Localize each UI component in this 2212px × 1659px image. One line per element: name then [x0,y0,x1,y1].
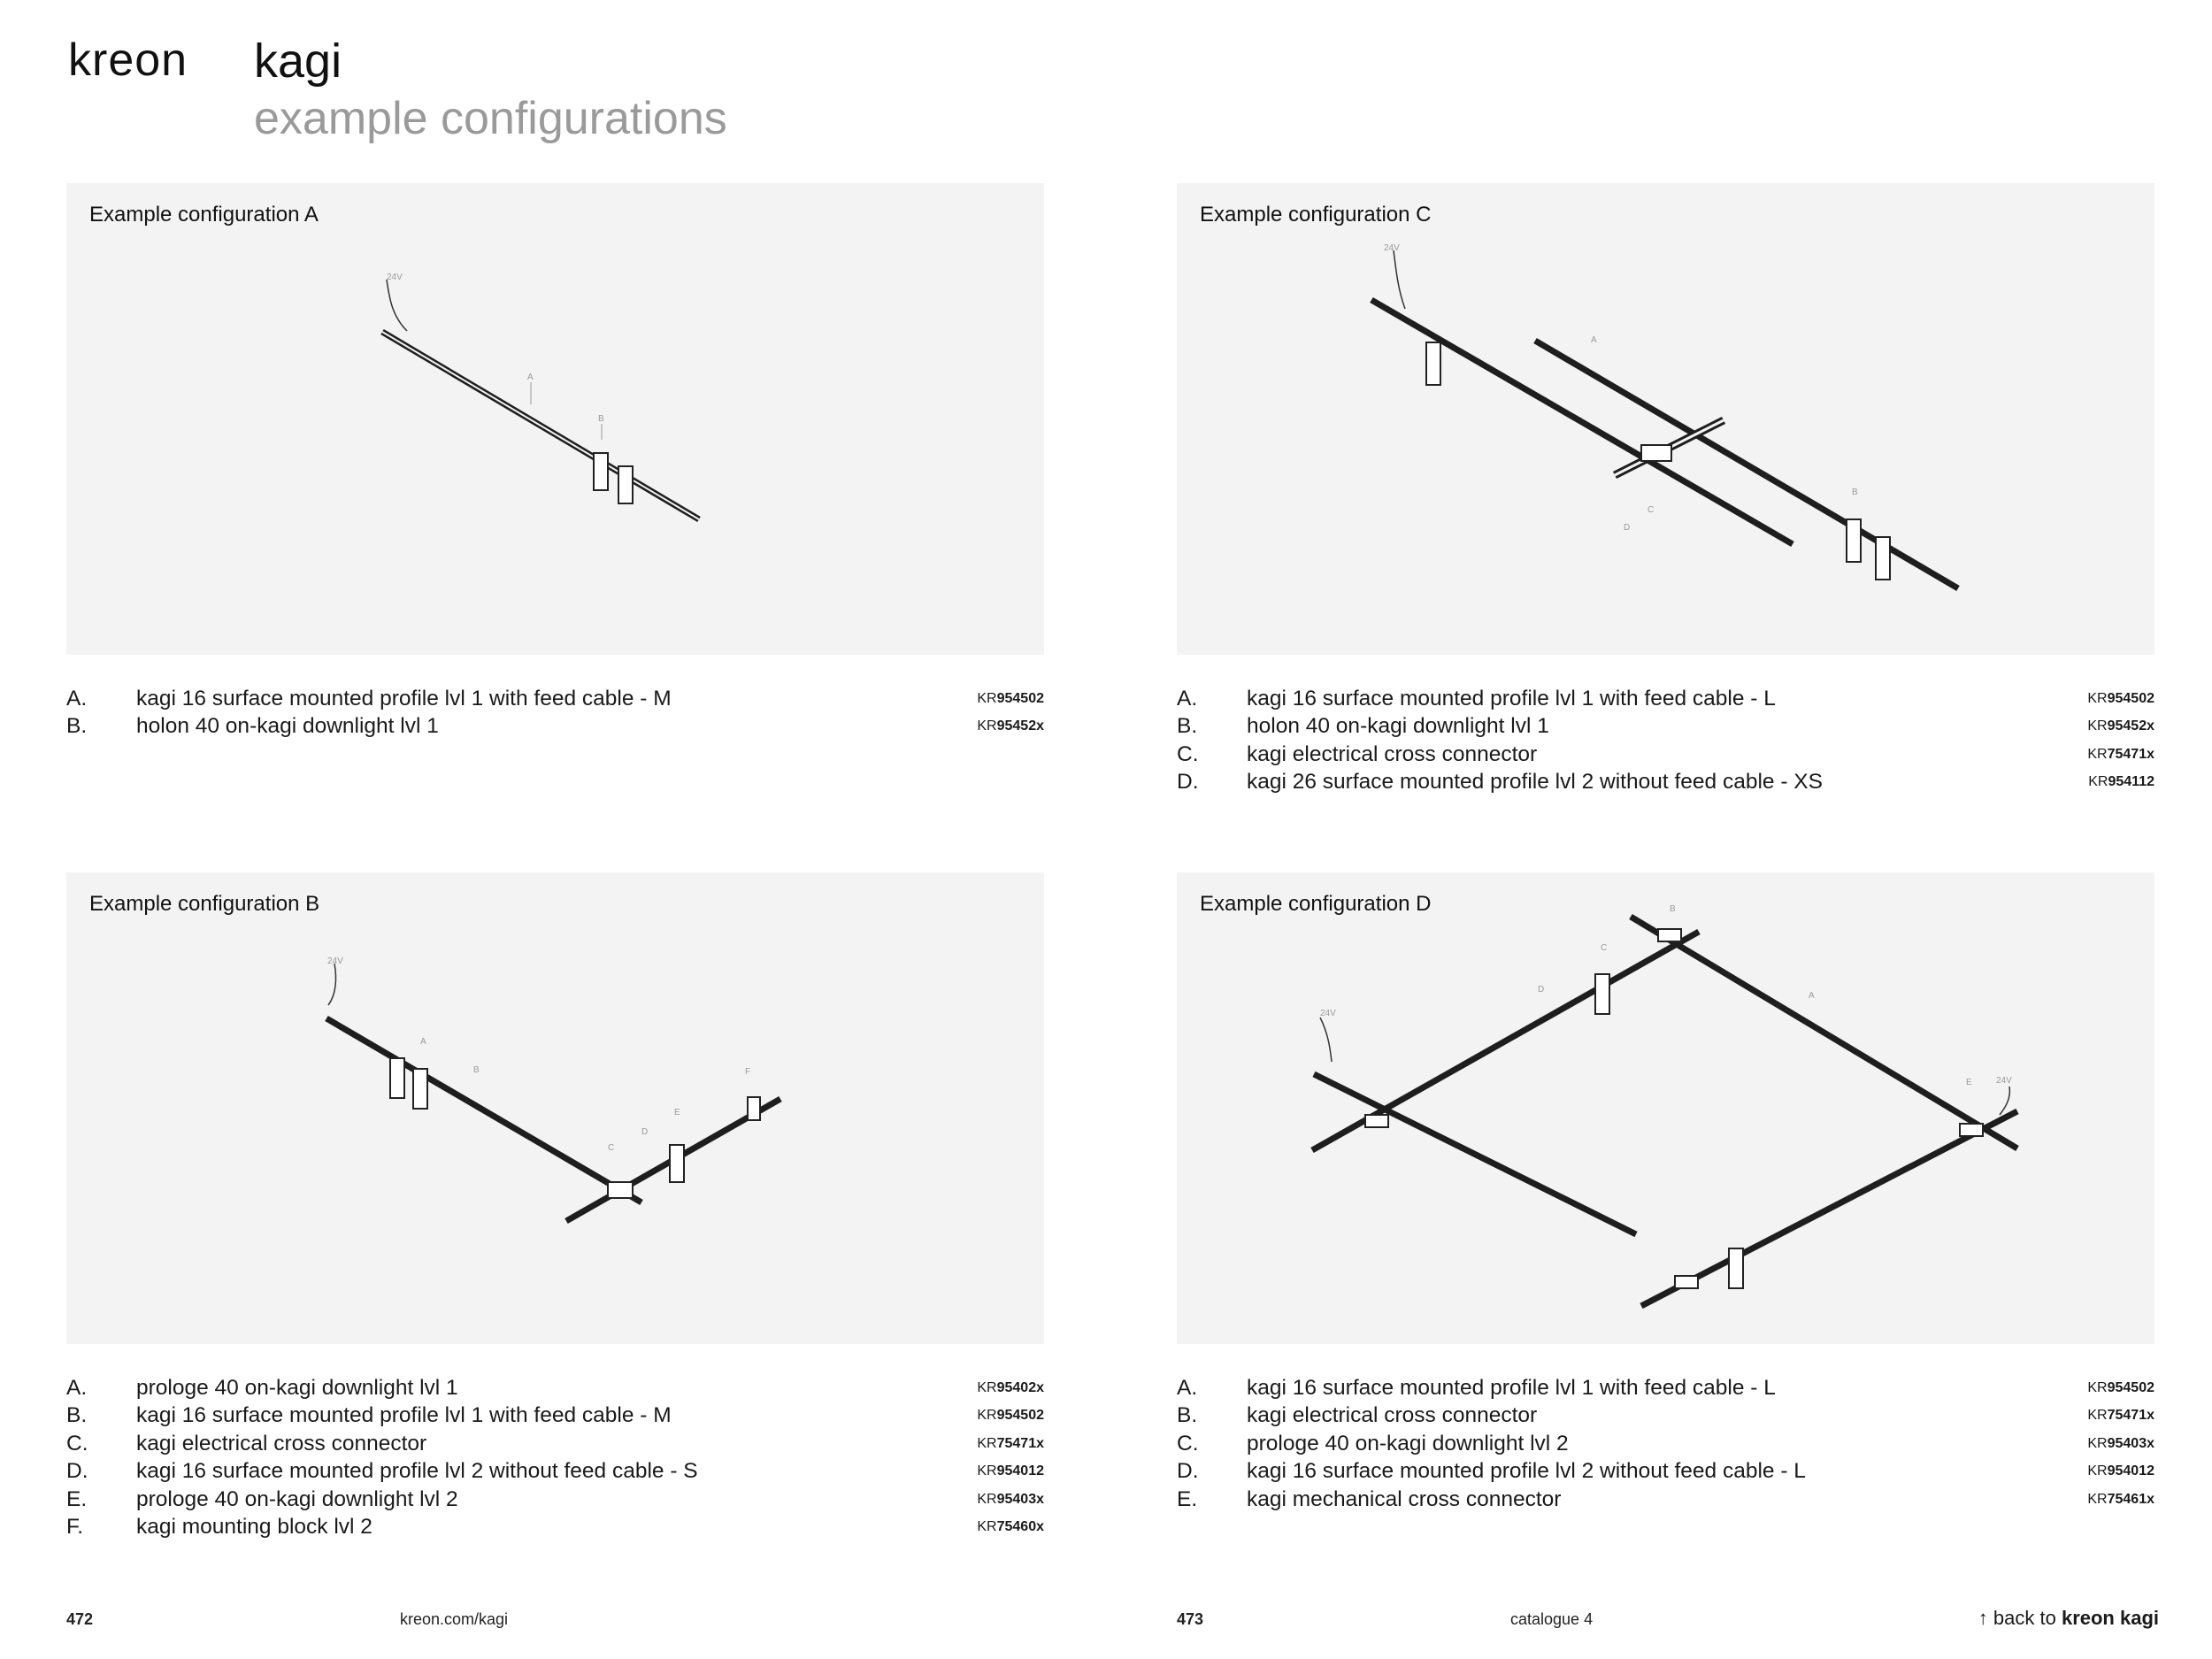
item-code-number: 954502 [996,691,1044,706]
item-letter: B. [1177,714,1198,739]
label-a: A [1809,991,1815,1001]
item-code-prefix: KR [977,1408,997,1424]
mounting-block [748,1097,760,1120]
item-code-prefix: KR [2087,1463,2108,1479]
item-row [66,685,1044,712]
item-code-prefix: KR [2087,746,2108,762]
label-24v: 24V [1320,1009,1336,1018]
item-code-number: 75460x [996,1518,1044,1534]
config-d-items [1177,1374,2154,1513]
electrical-cross-connector [1641,445,1671,461]
item-name: kagi 26 surface mounted profile lvl 2 without feed cable - XS [1247,770,1823,795]
item-code [977,1513,1044,1540]
item-name: kagi mechanical cross connector [1247,1486,1562,1511]
feed-cable [387,280,407,331]
item-code [2087,1430,2154,1457]
downlight-lvl1-1 [390,1058,404,1098]
item-code [2087,741,2154,768]
item-letter: C. [66,1431,88,1455]
item-letter: A. [1177,1376,1198,1400]
back-link[interactable] [1978,1607,2159,1630]
profile-top-right [1631,917,2017,1148]
config-b-panel [66,872,1044,1344]
item-letter: A. [66,687,88,710]
label-d: D [1538,985,1545,995]
item-row [1177,685,2154,712]
item-name: kagi 16 surface mounted profile lvl 1 with feed cable - L [1247,687,1776,710]
label-a: A [527,373,534,382]
item-name: holon 40 on-kagi downlight lvl 1 [136,714,439,739]
item-code-prefix: KR [2088,774,2108,790]
item-code-prefix: KR [977,1380,997,1395]
back-link-target: kreon kagi [2061,1607,2159,1629]
item-code-prefix: KR [2087,691,2108,706]
item-code [977,712,1044,740]
item-code-prefix: KR [2087,1435,2108,1451]
item-code-number: 954502 [996,1408,1044,1424]
feed-cable-2 [2000,1087,2009,1115]
feed-cable-1 [1320,1018,1332,1062]
item-code-number: 95403x [996,1491,1044,1507]
item-letter: B. [66,714,88,739]
config-b-items [66,1374,1044,1540]
item-letter: C. [1177,741,1199,766]
item-code-prefix: KR [977,1518,997,1534]
page-title: kagi [254,35,342,88]
item-name: prologe 40 on-kagi downlight lvl 2 [1247,1431,1569,1455]
label-f: F [745,1067,751,1077]
label-a: A [1591,335,1597,345]
item-name: kagi mounting block lvl 2 [136,1514,373,1539]
brand-logo: kreon [68,35,188,86]
item-code-number: 95452x [2107,718,2154,734]
up-arrow-icon: ↑ [1978,1607,1988,1629]
item-code [2087,1374,2154,1402]
item-code [2087,1402,2154,1429]
item-letter: D. [66,1459,88,1484]
downlight-2 [1847,519,1861,562]
config-c-diagram [1177,183,2154,655]
cross-connector-bottom [1675,1276,1698,1288]
item-letter: E. [1177,1486,1198,1511]
downlight-1 [1426,342,1440,385]
item-name: kagi electrical cross connector [1247,741,1538,766]
label-24v: 24V [327,956,343,966]
item-code-number: 954502 [2107,1380,2154,1395]
item-code-number: 954012 [996,1463,1044,1479]
config-c-items [1177,685,2154,796]
label-d: D [1624,523,1631,533]
item-code-prefix: KR [977,1463,997,1479]
item-code [2088,768,2154,795]
item-letter: B. [1177,1403,1198,1428]
electrical-cross-connector [608,1182,633,1198]
downlight-3 [1876,537,1890,580]
catalogue-label: catalogue 4 [1510,1610,1594,1628]
profile-upper [1535,341,1958,588]
item-code-number: 95402x [996,1380,1044,1395]
config-a-diagram [66,183,1044,655]
downlight-1 [594,453,608,490]
cross-connector-left [1365,1115,1388,1127]
item-letter: D. [1177,770,1199,795]
item-name: kagi 16 surface mounted profile lvl 2 without feed cable - S [136,1459,698,1484]
item-code [2087,1486,2154,1513]
item-code-number: 95452x [996,718,1044,734]
item-name: kagi 16 surface mounted profile lvl 1 with feed cable - M [136,1403,672,1428]
item-row [1177,741,2154,768]
cross-connector-top [1658,929,1681,941]
item-code-prefix: KR [977,1491,997,1507]
config-c-panel [1177,183,2154,655]
back-link-text: back to [1993,1607,2056,1629]
item-name: kagi 16 surface mounted profile lvl 2 without feed cable - L [1247,1459,1806,1484]
item-code-prefix: KR [2087,718,2108,734]
item-row [1177,1457,2154,1485]
item-code [2087,1457,2154,1485]
item-code-prefix: KR [2087,1380,2108,1395]
profile-a-slot [382,332,699,519]
item-row [1177,1486,2154,1513]
item-code-number: 75471x [2107,746,2154,762]
item-letter: A. [66,1376,88,1400]
cross-connector-right [1960,1124,1983,1136]
feed-cable [328,964,336,1005]
config-d-title: Example configuration D [1200,892,1432,916]
item-code-prefix: KR [2087,1491,2108,1507]
page-subtitle: example configurations [254,93,727,144]
item-name: prologe 40 on-kagi downlight lvl 1 [136,1376,458,1400]
item-code-prefix: KR [977,1435,997,1451]
item-row [66,712,1044,740]
item-row [1177,768,2154,795]
item-row [66,1486,1044,1513]
downlight-2 [1729,1248,1743,1288]
profile-lvl1 [326,1018,641,1202]
item-code [977,1457,1044,1485]
item-letter: E. [66,1486,88,1511]
config-a-title: Example configuration A [89,203,319,227]
label-24v: 24V [387,273,403,282]
item-letter: B. [66,1403,88,1428]
item-letter: F. [66,1514,84,1539]
website-link[interactable]: kreon.com/kagi [400,1610,509,1628]
item-row [66,1457,1044,1485]
item-letter: A. [1177,687,1198,710]
config-a-items [66,685,1044,741]
item-code-prefix: KR [2087,1408,2108,1424]
config-c-title: Example configuration C [1200,203,1432,227]
item-code-number: 75471x [2107,1408,2154,1424]
label-c: C [1647,505,1655,515]
config-a-panel [66,183,1044,655]
label-e: E [674,1108,680,1118]
item-name: kagi electrical cross connector [1247,1403,1538,1428]
item-letter: C. [1177,1431,1199,1455]
feed-cable [1394,250,1405,309]
label-b: B [473,1065,480,1075]
item-code [977,685,1044,712]
item-row [1177,1430,2154,1457]
item-code [977,1374,1044,1402]
item-code [977,1402,1044,1429]
profile-lower [1371,300,1793,544]
item-code-number: 954112 [2108,774,2154,790]
item-letter: D. [1177,1459,1199,1484]
label-a: A [420,1037,426,1047]
page-number-left: 472 [66,1610,94,1628]
config-b-title: Example configuration B [89,892,320,916]
item-code-prefix: KR [977,718,997,734]
label-b: B [1670,904,1676,914]
label-e: E [1966,1078,1972,1087]
label-24v-2: 24V [1996,1076,2012,1086]
label-d: D [641,1127,649,1137]
item-name: holon 40 on-kagi downlight lvl 1 [1247,714,1549,739]
label-24v: 24V [1384,243,1400,253]
downlight-2 [618,466,633,503]
item-code [977,1430,1044,1457]
item-code [2087,685,2154,712]
item-code [2087,712,2154,740]
label-c: C [608,1143,615,1153]
item-row [1177,712,2154,740]
label-b: B [1852,488,1858,497]
item-row [66,1374,1044,1402]
item-row [66,1430,1044,1457]
item-name: kagi electrical cross connector [136,1431,427,1455]
page-number-right: 473 [1177,1610,1204,1628]
item-code [977,1486,1044,1513]
item-row [66,1402,1044,1429]
label-c: C [1601,943,1608,953]
item-row [1177,1374,2154,1402]
item-code-prefix: KR [977,691,997,706]
item-row [66,1513,1044,1540]
item-name: kagi 16 surface mounted profile lvl 1 with feed cable - M [136,687,672,710]
item-row [1177,1402,2154,1429]
config-d-panel [1177,872,2154,1344]
config-d-diagram [1177,872,2154,1344]
downlight-lvl1-2 [413,1069,427,1109]
item-name: kagi 16 surface mounted profile lvl 1 with feed cable - L [1247,1376,1776,1400]
downlight-1 [1595,974,1609,1014]
item-code-number: 75471x [996,1435,1044,1451]
label-b: B [598,414,604,424]
item-code-number: 954502 [2107,691,2154,706]
item-name: prologe 40 on-kagi downlight lvl 2 [136,1486,458,1511]
config-b-diagram [66,872,1044,1344]
item-code-number: 75461x [2107,1491,2154,1507]
item-code-number: 954012 [2107,1463,2154,1479]
profile-bottom-left [1314,1074,1636,1234]
downlight-lvl2 [670,1145,684,1182]
item-code-number: 95403x [2107,1435,2154,1451]
